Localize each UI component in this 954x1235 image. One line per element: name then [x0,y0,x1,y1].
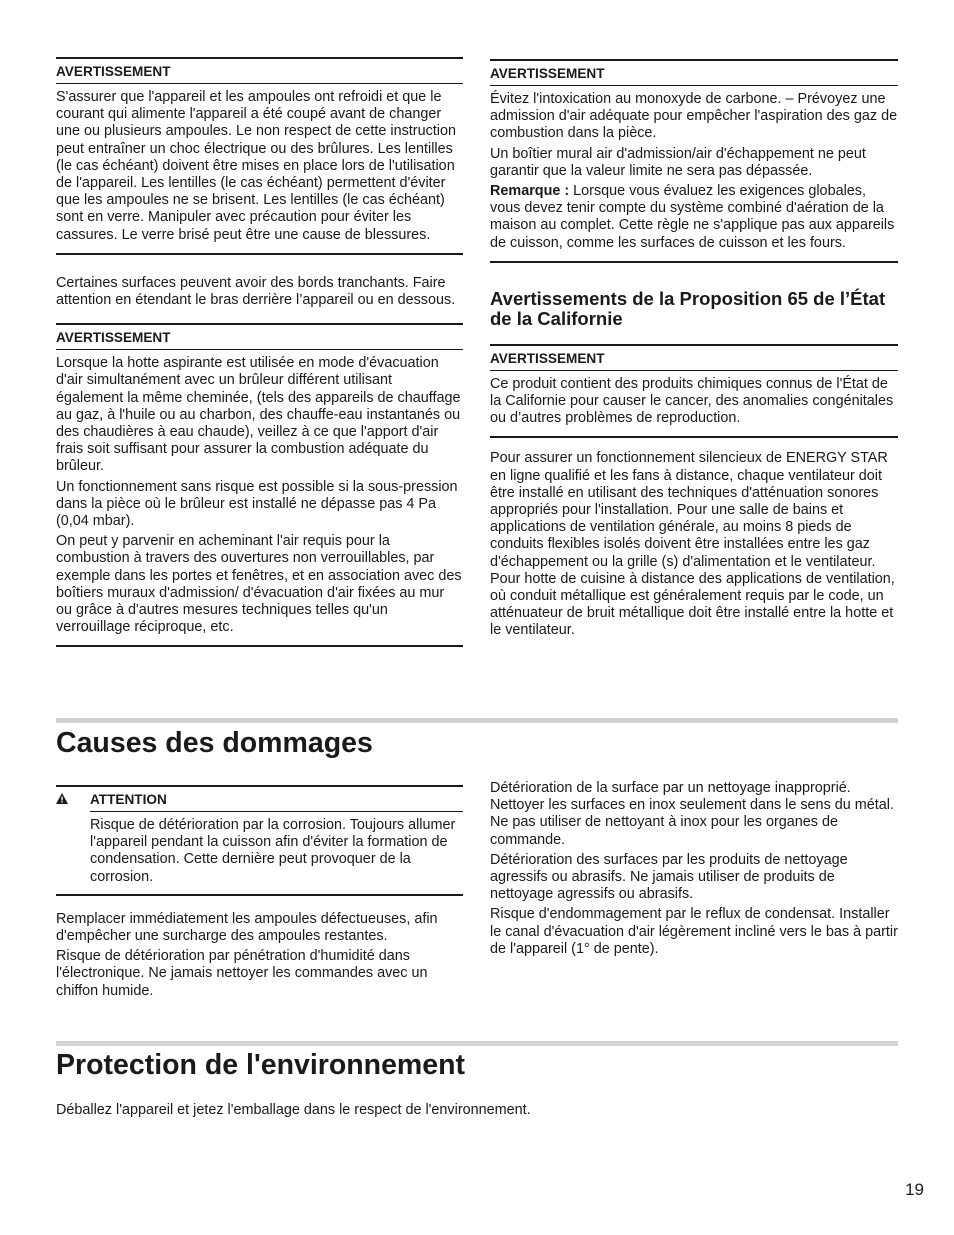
warning-text: Un fonctionnement sans risque est possible si la sous-pression dans la pièce où le brûleur est installé ne dépasse pas 4 Pa (0,04 mbar). [56,478,458,530]
damage-paragraph: Détérioration des surfaces par les produits de nettoyage agressifs ou abrasifs. Ne jamais utiliser de produits de nettoyage agressifs ou abrasifs. [490,851,848,903]
warning-heading: AVERTISSEMENT [490,346,898,371]
warning-heading: AVERTISSEMENT [56,325,463,350]
warning-heading: AVERTISSEMENT [56,59,463,84]
sharp-edges-paragraph: Certaines surfaces peuvent avoir des bords tranchants. Faire attention en étendant le bras derrière l’appareil ou en dessous. [56,274,456,309]
warning-triangle-icon [56,793,68,804]
attention-heading: ATTENTION [90,792,167,807]
warning-text: Ce produit contient des produits chimiques connus de l'État de la Californie pour causer le cancer, des anomalies congénitales ou d’autres problèmes de reproduction. [490,375,894,427]
energy-star-paragraph: Pour assurer un fonctionnement silencieux de ENERGY STAR en ligne qualifié et les fans à distance, chaque ventilateur doit être installé en utilisant des techniques d'atténuation sonores appropriés pour l'installation. Pour une salle de bains et applications de ventilation générale, au moins 8 pieds de conduits flexibles isolés doivent être installées entre les gaz d'échappement ou la grille (s) d'alimentation et le ventilateur. Pour hotte de cuisine à distance des applications de ventilation, où conduit métallique est généralement requis par le code, un atténuateur de bruit métallique doit être installé entre la hotte et le ventilateur. [490,450,895,639]
section-divider [56,1041,898,1046]
damage-left-column [56,785,463,1003]
attention-box [56,785,463,896]
left-column-top [56,57,463,647]
damage-paragraph: Risque de détérioration par pénétration d'humidité dans l'électronique. Ne jamais nettoyer les commandes avec un chiffon humide. [56,948,428,999]
warning-text: Évitez l'intoxication au monoxyde de carbone. – Prévoyez une admission d'air adéquate pour empêcher l'aspiration des gaz de combustion dans la pièce. [490,91,898,142]
warning-text: On peut y parvenir en acheminant l'air requis pour la combustion à travers des ouvertures non verrouillables, par exemple dans les portes et fenêtres, et en association avec des boîtiers muraux d'admission/ d'évacuation d'air fixées au mur ou grâce à d'autres mesures techniques telles qu'un verrouillage réciproque, etc. [56,533,462,636]
right-column-top [490,59,898,643]
section-title-damage: Causes des dommages [56,727,373,759]
damage-paragraph: Détérioration de la surface par un nettoyage inapproprié. Nettoyer les surfaces en inox seulement dans le sens du métal. Ne pas utiliser de nettoyant à inox pour les organes de commande. [490,780,894,848]
warning-box-lamps [56,57,463,255]
attention-heading-row [90,787,463,812]
warning-box-prop65 [490,344,898,439]
warning-heading: AVERTISSEMENT [490,61,898,86]
section-title-environment: Protection de l'environnement [56,1049,466,1081]
warning-text: Lorsque la hotte aspirante est utilisée en mode d'évacuation d'air simultanément avec un brûleur différent utilisant également la même cheminée, (tels des appareils de chauffage au gaz, à l'huile ou au charbon, des chauffe-eau instantanés ou des chaudières à eau chaude), veillez à ce que l'apport d'air frais soit suffisant pour assurer la combustion adéquate du brûleur. [56,355,461,475]
damage-paragraph: Risque d'endommagement par le reflux de condensat. Installer le canal d'évacuation d'air légèrement incliné vers le bas à partir de l'appareil (1° de pente). [490,906,898,957]
section-divider [56,718,898,723]
warning-text: S'assurer que l'appareil et les ampoules ont refroidi et que le courant qui alimente l'appareil a été coupé avant de changer une ou plusieurs ampoules. Le non respect de cette instruction peut entraîner un choc électrique ou des brûlures. Les lentilles (le cas échéant) doivent être mises en place lors de l'utilisation de l'appareil. Les lentilles (le cas échéant) permettent d'éviter que les ampoules ne se brisent. Les lentilles (le cas échéant) sont en verre. Manipuler avec précaution pour éviter les cassures. Le verre brisé peut être une cause de blessures. [56,89,456,243]
warning-text: Un boîtier mural air d'admission/air d'échappement ne peut garantir que la valeur limite ne sera pas dépassée. [490,145,866,179]
damage-right-column [490,780,898,961]
warning-box-co [490,59,898,263]
page-number: 19 [905,1180,924,1199]
environment-paragraph: Déballez l'appareil et jetez l'emballage dans le respect de l'environnement. [56,1102,531,1118]
remark-paragraph [490,183,898,252]
warning-box-exhaust [56,323,463,647]
remark-text: Lorsque vous évaluez les exigences globales, vous devez tenir compte du système combiné d'aération de la maison au complet. Cette règle ne s'applique pas aux appareils de cuisson, comme les surfaces de cuisson et les fours. [490,183,895,251]
attention-text: Risque de détérioration par la corrosion. Toujours allumer l'appareil pendant la cuisson afin d'éviter la formation de condensation. Cette dernière peut provoquer de la corrosion. [90,817,456,885]
prop65-title: Avertissements de la Proposition 65 de l’État de la Californie [490,287,886,329]
remark-label: Remarque : [490,183,570,200]
damage-paragraph: Remplacer immédiatement les ampoules défectueuses, afin d'empêcher une surcharge des ampoules restantes. [56,910,438,945]
